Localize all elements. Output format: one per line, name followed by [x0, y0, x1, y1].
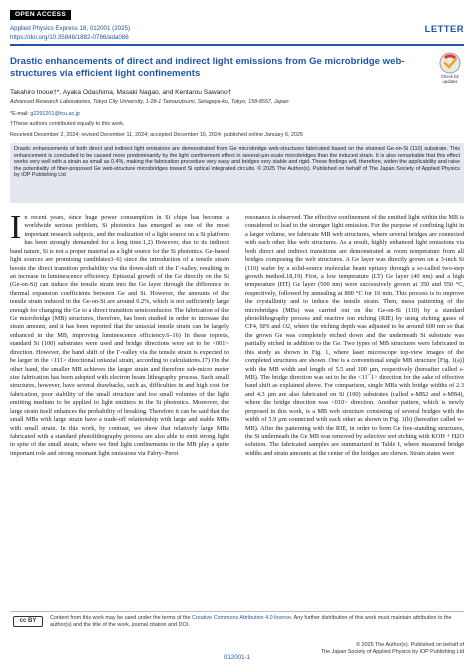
intro-text: n recent years, since huge power consumption in Si chips has become a worldwide serious problem, Si photonics has emerged as one of the most important research subjects, and the realization of a light source on a Si platform has been strongly demanded for a long time.1,2) However, due to its indirect band nature, Si is not a proper material as a light source for the Si photonics. Ge-based light sources are promising candidates3–6) since the introduction of a tensile strain boosts the direct transition probability via the down-shift of the Γ-valley, resulting in an increase in luminescence efficiency. Epitaxial growth of the Ge directly on the Si (Ge-on-Si) can induce the tensile strain into the Ge layer through the difference in thermal expansion coefficients between Ge and Si. However, the amounts of the tensile strain induced in the Ge-on-Si are around 0.2%, which is not sufficiently large enough for changing the Ge to a direct transition semiconductor. The fabrication of the Ge microbridge (MB) structures, therefore, has been studied in order to increase the strain amount, and it has been reported that the uniaxial tensile strain can be largely enhanced in the MB, improving luminescence efficiency.6–16) In these reports, standard Si (100) substrates were used and bridge directions were set to be <001> direction. However, the band shift of the Γ-valley via the tensile strain is expected to be larger in the <111> directional uniaxial strain, according to calculations.17) On the other hand, the smaller MB achieves the larger strain and therefore sub-micro meter size fabrication has been adopted with electron beam lithography process. Such small structures, however, have several drawbacks, such as, difficulties in and high cost for fabrication, poor stability of the small structure and too small volumes of the light emitting medium to be applied to light emitters in the Si photonics. Moreover, the large strain itself enhances the probability of breaking. Therefore it can be said that the small MBs with large strain have a trade-off relationship with large and stable MBs with small strain. In this work, by contrast, we show that relatively large MBs fabricated with a standard photolithography process are also able to emit strong light in spite of the small strain, where we find light confinements in the MB play a quite important role and strong resonant light emissions via Fabry–Perot — [10, 214, 229, 457]
license-suffix: . Any further distribution of this work must maintain attribution to the author(s) and the title of the work, journal citation and DOI. — [50, 615, 452, 628]
methods-paragraph: resonance is observed. The effective confinement of the emitted light within the MB is considered to lead to the stronger light emission. For the purpose of confining light in a larger volume, we fabricate MB web structures, where several bridges are connected with each other like web structures. As a result, highly enhanced light emissions via both direct and indirect transitions are demonstrated at room temperature from all bridges composing the web structures. A Ge layer was directly grown on a 3-inch Si (110) wafer by a solid-source molecular beam epitaxy through a so-called two-step growth method.18,19) First, a low temperature (LT) Ge layer (40 nm) and a high temperature (HT) Ge layer (500 nm) were successively grown at 350 and 550 °C, respectively, followed by annealing at 800 °C for 10 min. This process is to improve the crystallinity and to induce the tensile strain. Then, mesa patterning of the microbridges (MBs) was carried out on the Ge-on-Si (110) by a standard photolithography process and reactive ion etching (RIE) by using etching gases of CF4, SF6 and O2, where the etching depth was adjusted to be around 600 nm so that the grown Ge was completely etched down and the underneath Si substrate was partially etched in addition to the Ge. Two types of MB structures were fabricated in this study as shown in Fig. 1, where laser microscope top-view images of the completed structures are shown. One is a conventional single MB structure [Fig. 1(a)] with the MB width and length of 5.5 and 100 µm, respectively (hereafter called s-MB). The bridge direction was set to be the <11¯1> direction for the sake of effective band shift as explained above. For comparison, single MBs with bridge widths of 2.3 and 4.3 µm are also fabricated on Si (100) substrates (called s-MB2 and s-MB4), where the bridge direction was <010> direction. Another pattern, which is newly proposed in this work, is a MB web structure consisting of several bridges with the width of 5.9 µm connected with each other as shown in Fig. 1(b) (hereafter called w-MB). After the patterning with the RIE, in order to form Ge free-standing structures, the Si underneath the Ge MB was removed by selective wet etching with KOH + H2O solution. The fabricated samples are summarized in Table I, where measured bridge widths and strain amounts at the center of the bridges are shown. Strain states were — [245, 214, 464, 457]
check-for-updates-button[interactable] — [435, 52, 465, 84]
contribution-note: †These authors contributed equally to this work. — [10, 121, 125, 127]
abstract-box: Drastic enhancements of both direct and indirect light emissions are demonstrated from Ge microbridge web-structures fabricated based on the strained Ge-on-Si (110) substrate. This enhancement is concluded to be caused more predominantly by the light confinement effect in several-µm-scale microbridges than the induced strain. It is also remarkable that this effect works very well with a strain as small as 0.4%, making the fabrication procedure very easy and bridges very stable and rigid. These findings will, therefore, widen the applicability and raise the potentiality of fiber-proposed Ge web-structure microbridges toward Si optical integrated circuits. © 2025 The Author(s). Published on behalf of The Japan Society of Applied Physics by IOP Publishing Ltd — [10, 143, 464, 203]
corresponding-email — [10, 111, 80, 118]
copyright-line-1: © 2025 The Author(s). Published on behalf of — [356, 642, 464, 648]
article-title: Drastic enhancements of direct and indirect light emissions from Ge microbridge web-structures via efficient light confinements — [10, 56, 405, 79]
drop-cap: I — [10, 214, 22, 246]
affiliation: Advanced Research Laboratories, Tokyo City University, 1-28-1 Tamazutsumi, Setagaya-ku, Tokyo, 158-8557, Japan — [10, 99, 289, 105]
email-prefix: *E-mail: — [10, 111, 31, 117]
doi-link[interactable]: https://doi.org/10.35848/1882-0786/ada086 — [10, 34, 129, 41]
body-column-right — [245, 214, 464, 606]
body-column-left — [10, 214, 229, 606]
copyright-line-2: The Japan Society of Applied Physics by IOP Publishing Ltd — [320, 649, 464, 655]
license-link[interactable]: Creative Commons Attribution 4.0 license — [192, 615, 291, 621]
page-number: 012001-1 — [223, 654, 251, 661]
publication-dates: Received December 2, 2024; revised December 11, 2024; accepted December 16, 2024; published online January 6, 2025 — [10, 132, 303, 138]
license-footer — [10, 611, 464, 628]
header-divider — [10, 44, 464, 46]
email-link[interactable]: g2291201@tcu.ac.jp — [30, 111, 80, 117]
author-list: Takahiro Inoue†*, Ayaka Odashima, Masaki Nagao, and Kentarou Sawano† — [10, 89, 232, 96]
check-for-updates-label: Check for updates — [441, 74, 459, 84]
journal-citation[interactable]: Applied Physics Express 18, 012001 (2025) — [10, 25, 131, 32]
intro-paragraph — [10, 214, 229, 458]
check-for-updates-icon — [439, 52, 461, 74]
license-text — [50, 615, 460, 629]
article-type-label: LETTER — [424, 24, 464, 35]
open-access-badge: OPEN ACCESS — [10, 10, 71, 20]
cc-by-license-icon[interactable]: cc BY — [13, 616, 43, 627]
license-prefix: Content from this work may be used under the terms of the — [50, 615, 193, 621]
